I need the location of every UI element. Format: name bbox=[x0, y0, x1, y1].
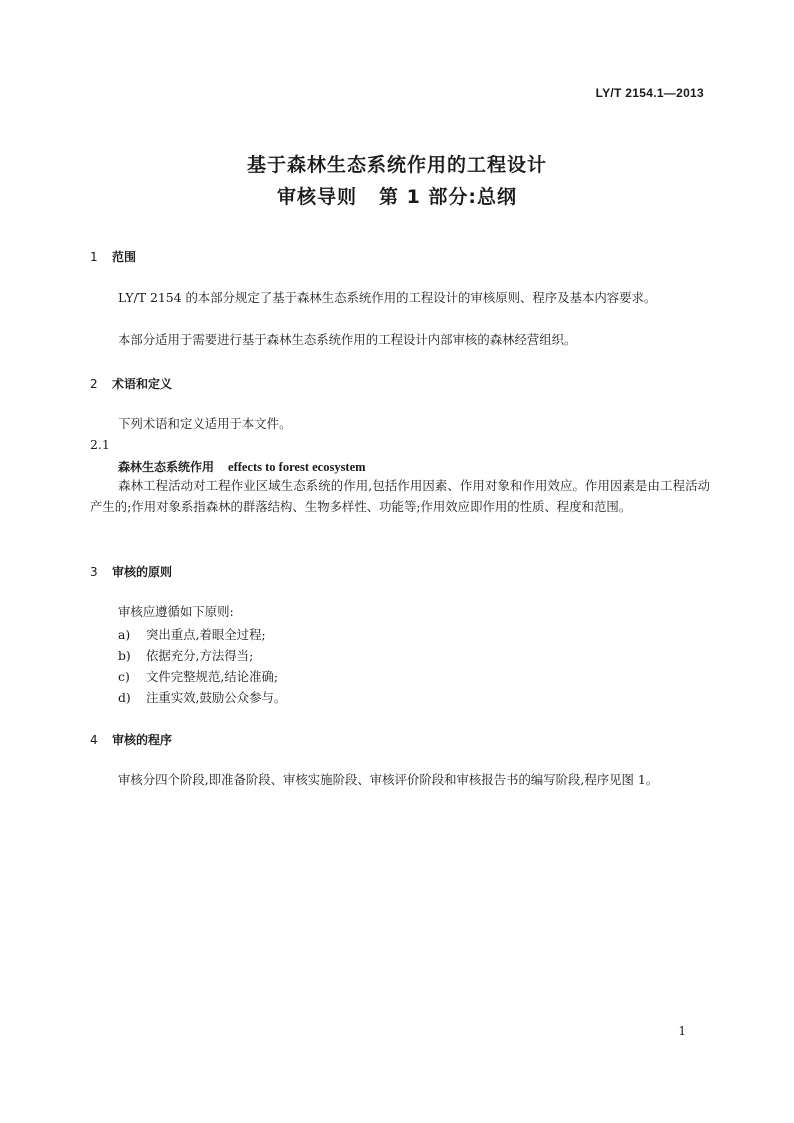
list-item bbox=[118, 688, 286, 706]
document-title: 基于森林生态系统作用的工程设计 bbox=[246, 154, 547, 176]
standard-code: LY/T 2154.1—2013 bbox=[595, 86, 704, 100]
section-2-title: 术语和定义 bbox=[112, 377, 173, 391]
section-3-intro: 审核应遵循如下原则: bbox=[118, 604, 234, 619]
term-definition-text: 森林工程活动对工程作业区域生态系统的作用,包括作用因素、作用对象和作用效应。作用因素是由工程活动产生的;作用对象系指森林的群落结构、生物多样性、功能等;作用效应即作用的性质、程度和范围。 bbox=[90, 478, 710, 514]
section-3-number: 3 bbox=[90, 565, 98, 579]
section-1-paragraph-2: 本部分适用于需要进行基于森林生态系统作用的工程设计内部审核的森林经营组织。 bbox=[118, 332, 577, 347]
document-subtitle bbox=[0, 182, 794, 209]
page-number: 1 bbox=[678, 1024, 686, 1038]
list-item-text: 突出重点,着眼全过程; bbox=[146, 627, 266, 642]
section-3-heading bbox=[90, 563, 172, 580]
list-item-text: 文件完整规范,结论准确; bbox=[146, 669, 279, 684]
list-item-text: 注重实效,鼓励公众参与。 bbox=[146, 690, 287, 705]
section-4-heading bbox=[90, 731, 172, 748]
section-3-title: 审核的原则 bbox=[112, 565, 173, 579]
section-1-paragraph-1 bbox=[90, 287, 710, 308]
list-item bbox=[118, 625, 266, 643]
section-4-number: 4 bbox=[90, 733, 98, 747]
list-item-text: 依据充分,方法得当; bbox=[146, 648, 254, 663]
section-4-title: 审核的程序 bbox=[112, 733, 173, 747]
term-number: 2.1 bbox=[90, 437, 110, 452]
section-1-number: 1 bbox=[90, 250, 98, 264]
section-2-intro: 下列术语和定义适用于本文件。 bbox=[118, 416, 292, 431]
subtitle-part-1: 审核导则 bbox=[276, 186, 357, 208]
list-item-label: a) bbox=[118, 627, 131, 642]
list-item bbox=[118, 667, 278, 685]
section-4-paragraph bbox=[90, 769, 710, 790]
section-1-title: 范围 bbox=[112, 250, 137, 264]
term-heading bbox=[118, 458, 366, 475]
list-item bbox=[118, 646, 253, 664]
list-item-label: b) bbox=[118, 648, 131, 663]
section-1-paragraph-1-text: LY/T 2154 的本部分规定了基于森林生态系统作用的工程设计的审核原则、程序及基本内容要求。 bbox=[118, 290, 657, 305]
list-item-label: c) bbox=[118, 669, 130, 684]
term-en: effects to forest ecosystem bbox=[228, 460, 366, 474]
section-2-number: 2 bbox=[90, 377, 98, 391]
term-zh: 森林生态系统作用 bbox=[118, 460, 215, 474]
term-definition bbox=[90, 475, 710, 517]
section-1-heading bbox=[90, 248, 136, 265]
subtitle-part-2: 第 1 部分:总纲 bbox=[378, 186, 518, 208]
section-2-heading bbox=[90, 375, 172, 392]
list-item-label: d) bbox=[118, 690, 131, 705]
section-4-paragraph-text: 审核分四个阶段,即准备阶段、审核实施阶段、审核评价阶段和审核报告书的编写阶段,程序见图 1。 bbox=[118, 772, 659, 787]
